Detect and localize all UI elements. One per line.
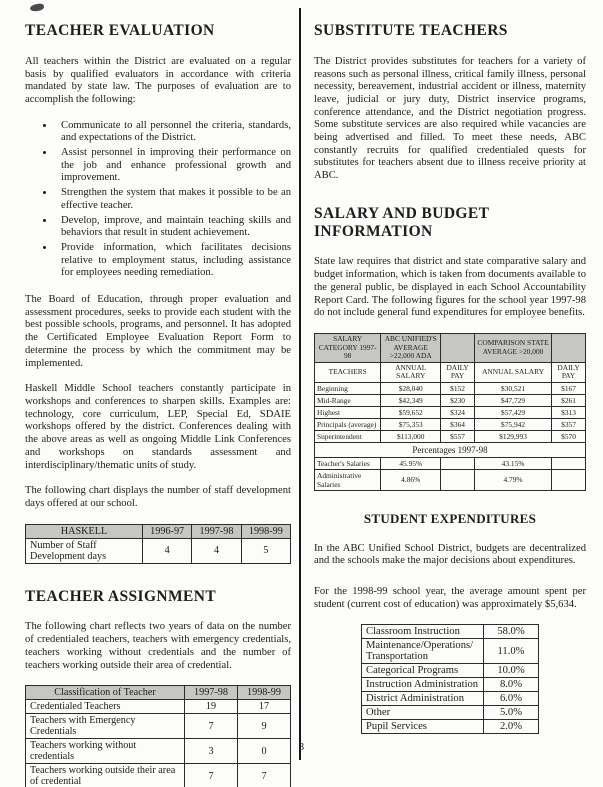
value-cell: 4 <box>143 538 192 563</box>
row-label-cell: Instruction Administration <box>362 678 484 692</box>
value-cell: $47,729 <box>475 394 552 406</box>
header-cell: Classification of Teacher <box>26 686 185 700</box>
right-column <box>314 22 586 734</box>
salary-budget-paragraph: State law requires that district and state comparative salary and budget information, which is taken from documents available to the general public, be displayed in each School Accountability Report Card. The following figures for the school year 1997-98 do not include general fund expenditures for employee benefits. <box>314 256 586 319</box>
empty-cell <box>441 469 475 490</box>
percentages-band-row <box>315 442 586 457</box>
table-header-row <box>26 686 291 700</box>
value-cell: 4.86% <box>381 469 441 490</box>
header-cell: 1997-98 <box>192 524 241 538</box>
row-label-cell: Maintenance/Operations/ Transportation <box>362 639 484 664</box>
header-cell <box>552 333 586 362</box>
table-row <box>315 418 586 430</box>
row-label-cell: Other <box>362 706 484 720</box>
salary-comparison-table <box>314 333 586 491</box>
value-cell: $75,353 <box>381 418 441 430</box>
staff-development-chart-intro: The following chart displays the number of staff development days offered at our school. <box>25 485 291 509</box>
value-cell: $152 <box>441 382 475 394</box>
table-row <box>362 692 539 706</box>
row-label-cell: Classroom Instruction <box>362 625 484 639</box>
table-row <box>362 720 539 734</box>
value-cell: 45.95% <box>381 457 441 469</box>
value-cell: 6.0% <box>484 692 539 706</box>
list-item: • Strengthen the system that makes it possible to be an effective teacher. <box>55 187 291 212</box>
value-cell: $57,429 <box>475 406 552 418</box>
table-header-row <box>26 524 291 538</box>
value-cell: 11.0% <box>484 639 539 664</box>
value-cell: 58.0% <box>484 625 539 639</box>
value-cell: $30,521 <box>475 382 552 394</box>
teacher-assignment-intro: The following chart reflects two years of data on the number of credentialed teachers, teachers with emergency credentials, teachers working without credentials and the number of teachers working outside their area of credential. <box>25 621 291 671</box>
header-cell: 1998-99 <box>238 686 291 700</box>
value-cell: $570 <box>552 430 586 442</box>
header-cell: HASKELL <box>26 524 143 538</box>
value-cell: $59,652 <box>381 406 441 418</box>
value-cell: $167 <box>552 382 586 394</box>
empty-cell <box>441 457 475 469</box>
header-cell: ANNUAL SALARY <box>475 362 552 382</box>
expenditures-paragraph-2: For the 1998-99 school year, the average amount spent per student (current cost of education) was approximately $5,634. <box>314 585 586 610</box>
header-cell: COMPARISON STATE AVERAGE >20,000 <box>475 333 552 362</box>
value-cell: 7 <box>185 714 238 739</box>
header-cell: 1997-98 <box>185 686 238 700</box>
table-subheader-row <box>315 362 586 382</box>
table-header-row <box>315 333 586 362</box>
table-row <box>315 406 586 418</box>
table-row <box>315 457 586 469</box>
row-label-cell: Categorical Programs <box>362 664 484 678</box>
value-cell: 5.0% <box>484 706 539 720</box>
board-of-education-paragraph: The Board of Education, through proper evaluation and assessment procedures, seeks to provide each student with the best possible schools, programs, and personnel. It has adopted the Certificated Employee Evaluation Report Form to determine the process by which the commitment may be implemented. <box>25 294 291 369</box>
value-cell: 43.15% <box>475 457 552 469</box>
table-row <box>26 700 291 714</box>
teacher-evaluation-heading: TEACHER EVALUATION <box>25 22 215 39</box>
value-cell: $364 <box>441 418 475 430</box>
empty-cell <box>552 469 586 490</box>
table-row <box>315 469 586 490</box>
value-cell: $557 <box>441 430 475 442</box>
table-row <box>26 764 291 787</box>
teacher-classification-table <box>25 685 291 787</box>
list-item: • Provide information, which facilitates decisions relative to employment status, including assistance for employees needing remediation. <box>55 242 291 280</box>
row-label-cell: Beginning <box>315 382 381 394</box>
value-cell: 3 <box>185 739 238 764</box>
table-row <box>26 538 291 563</box>
row-label-cell: District Administration <box>362 692 484 706</box>
row-label-cell: Number of Staff Development days <box>26 538 143 563</box>
header-cell: DAILY PAY <box>441 362 475 382</box>
student-expenditures-heading: STUDENT EXPENDITURES <box>363 510 537 526</box>
list-item: • Assist personnel in improving their performance on the job and enhance professional growth and improvement. <box>55 147 291 185</box>
percentages-band-label: Percentages 1997-98 <box>315 442 586 457</box>
value-cell: $129,993 <box>475 430 552 442</box>
list-item: • Communicate to all personnel the criteria, standards, and expectations of the District. <box>55 120 291 145</box>
header-cell: 1998-99 <box>241 524 290 538</box>
teacher-evaluation-intro: All teachers within the District are evaluated on a regular basis by qualified evaluators in accordance with criteria mandated by state law. The purposes of evaluation are to accomplish the following: <box>25 55 291 105</box>
value-cell: $324 <box>441 406 475 418</box>
header-cell <box>441 333 475 362</box>
row-label-cell: Administrative Salaries <box>315 469 381 490</box>
value-cell: 4.79% <box>475 469 552 490</box>
value-cell: $75,942 <box>475 418 552 430</box>
table-row <box>315 394 586 406</box>
value-cell: 2.0% <box>484 720 539 734</box>
left-column <box>25 22 291 787</box>
row-label-cell: Principals (average) <box>315 418 381 430</box>
row-label-cell: Teacher's Salaries <box>315 457 381 469</box>
expenditures-paragraph-1: In the ABC Unified School District, budgets are decentralized and the schools make the major decisions about expenditures. <box>314 542 586 567</box>
expenditure-table-wrapper <box>314 624 586 734</box>
table-row <box>362 625 539 639</box>
value-cell: $42,349 <box>381 394 441 406</box>
value-cell: 8.0% <box>484 678 539 692</box>
salary-budget-heading: SALARY AND BUDGET INFORMATION <box>314 204 490 240</box>
value-cell: $28,040 <box>381 382 441 394</box>
row-label-cell: Pupil Services <box>362 720 484 734</box>
list-item: • Develop, improve, and maintain teaching skills and behaviors that result in student achievement. <box>55 215 291 240</box>
scan-smudge-artifact <box>30 3 45 12</box>
header-cell: TEACHERS <box>315 362 381 382</box>
table-row <box>362 706 539 720</box>
header-cell: 1996-97 <box>143 524 192 538</box>
row-label-cell: Superintendent <box>315 430 381 442</box>
header-cell: ANNUAL SALARY <box>381 362 441 382</box>
evaluation-purposes-list <box>25 120 291 280</box>
table-row <box>362 678 539 692</box>
header-cell: ABC UNIFIED'S AVERAGE >22,000 ADA <box>381 333 441 362</box>
row-label-cell: Teachers working outside their area of credential <box>26 764 185 787</box>
workshops-paragraph: Haskell Middle School teachers constantly participate in workshops and conferences to sharpen skills. Examples are: technology, core curriculum, LEP, Special Ed, SDAIE workshops offered by the district. Conferences dealing with the above areas as well as ongoing Middle Link Conferences and workshops on standards assessment and interdisciplinary/thematic units of study. <box>25 383 291 471</box>
header-cell: SALARY CATEGORY 1997-98 <box>315 333 381 362</box>
row-label-cell: Credentialed Teachers <box>26 700 185 714</box>
page-number: 3 <box>298 742 305 753</box>
value-cell: $230 <box>441 394 475 406</box>
value-cell: 17 <box>238 700 291 714</box>
value-cell: 7 <box>238 764 291 787</box>
row-label-cell: Mid-Range <box>315 394 381 406</box>
value-cell: $313 <box>552 406 586 418</box>
value-cell: 5 <box>241 538 290 563</box>
row-label-cell: Teachers with Emergency Credentials <box>26 714 185 739</box>
substitute-teachers-paragraph: The District provides substitutes for teachers for a variety of reasons such as personal illness, critical family illness, personal necessity, bereavement, industrial accident or illness, maternity leave, judicial or jury duty, District inservice programs, conference attendance, and the District negotiation progress. Some substitute services are also required while vacancies are being advertised and filled. To meet these needs, ABC constantly recruits for qualified credentialed quests for substitutes for teachers absent due to illness receive priority at ABC. <box>314 55 586 182</box>
table-row <box>26 714 291 739</box>
value-cell: 10.0% <box>484 664 539 678</box>
column-divider-rule <box>299 8 301 760</box>
value-cell: $261 <box>552 394 586 406</box>
table-row <box>362 639 539 664</box>
empty-cell <box>552 457 586 469</box>
value-cell: 9 <box>238 714 291 739</box>
header-cell: DAILY PAY <box>552 362 586 382</box>
value-cell: 7 <box>185 764 238 787</box>
table-row <box>315 430 586 442</box>
value-cell: 19 <box>185 700 238 714</box>
substitute-teachers-heading: SUBSTITUTE TEACHERS <box>314 22 508 39</box>
row-label-cell: Highest <box>315 406 381 418</box>
value-cell: 4 <box>192 538 241 563</box>
value-cell: $113,000 <box>381 430 441 442</box>
staff-development-table <box>25 524 291 564</box>
value-cell: 0 <box>238 739 291 764</box>
table-row <box>362 664 539 678</box>
teacher-assignment-heading: TEACHER ASSIGNMENT <box>25 587 217 605</box>
row-label-cell: Teachers working without credentials <box>26 739 185 764</box>
value-cell: $357 <box>552 418 586 430</box>
table-row <box>315 382 586 394</box>
expenditure-breakdown-table <box>361 624 539 734</box>
